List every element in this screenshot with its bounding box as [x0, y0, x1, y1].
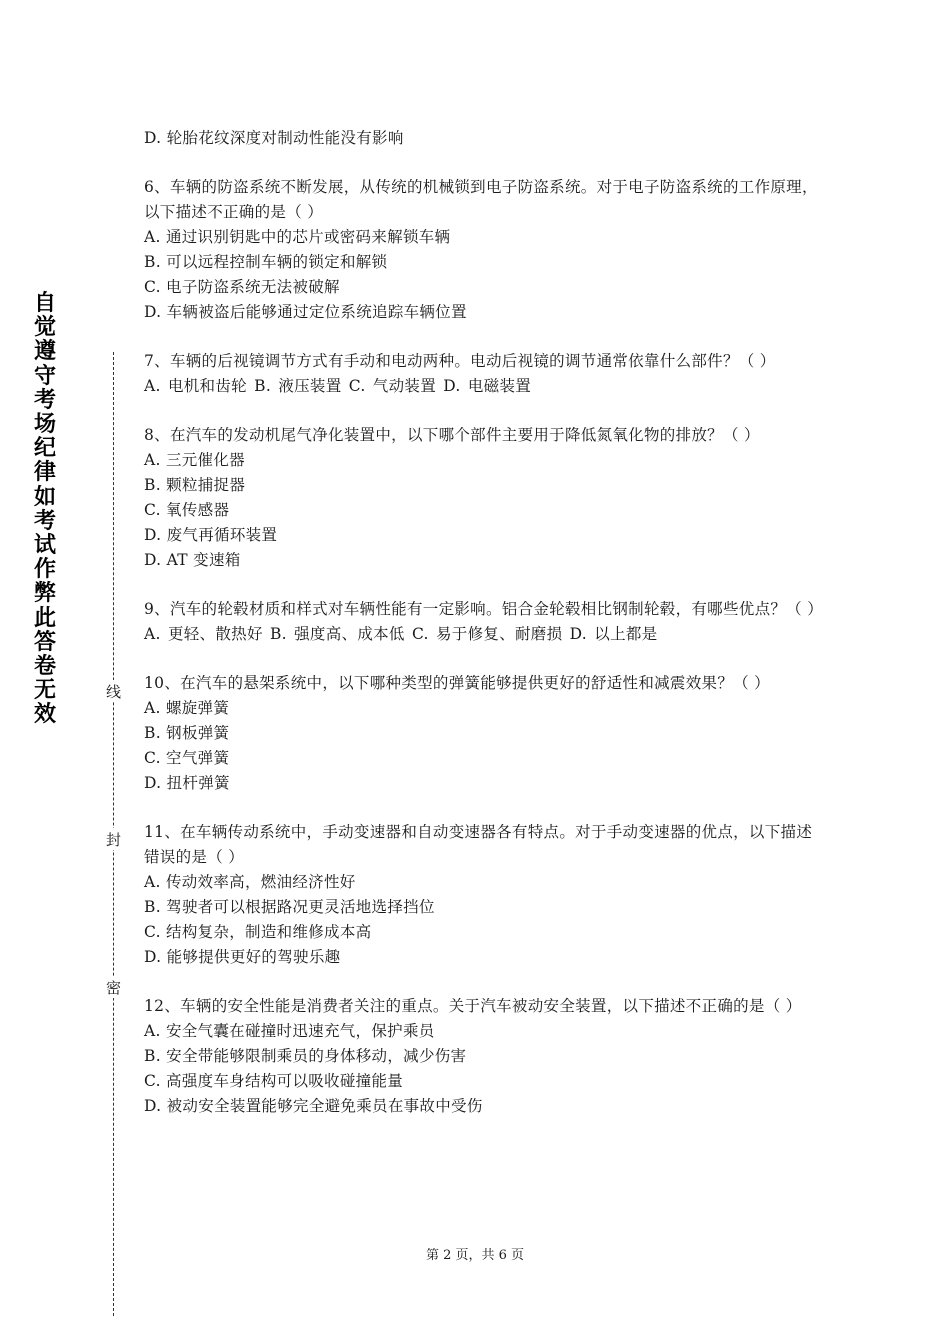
question-11 [144, 820, 820, 970]
question-12 [144, 994, 820, 1119]
question-8 [144, 423, 820, 573]
option: B. 安全带能够限制乘员的身体移动，减少伤害 [144, 1047, 467, 1065]
binding-mark-line: 线 [104, 680, 124, 702]
option: D. 扭杆弹簧 [144, 774, 230, 792]
question-7 [144, 349, 820, 399]
question-stem: 8、在汽车的发动机尾气净化装置中，以下哪个部件主要用于降低氮氧化物的排放？（ ） [144, 426, 760, 444]
question-stem: 11、在车辆传动系统中，手动变速器和自动变速器各有特点。对于手动变速器的优点，以下描述错误的是（ ） [144, 823, 813, 866]
option: A. 传动效率高，燃油经济性好 [144, 873, 356, 891]
option: A. 螺旋弹簧 [144, 699, 230, 717]
question-10 [144, 671, 820, 796]
option: C. 氧传感器 [144, 501, 230, 519]
option: C. 结构复杂，制造和维修成本高 [144, 923, 372, 941]
option: D. AT 变速箱 [144, 551, 241, 569]
question-stem: 6、车辆的防盗系统不断发展，从传统的机械锁到电子防盗系统。对于电子防盗系统的工作原理，以下描述不正确的是（ ） [144, 178, 818, 221]
option: A. 三元催化器 [144, 451, 245, 469]
question-content [144, 126, 823, 1119]
option: C. 高强度车身结构可以吸收碰撞能量 [144, 1072, 404, 1090]
inline-options: A. 更轻、散热好 B. 强度高、成本低 C. 易于修复、耐磨损 D. 以上都是 [144, 625, 658, 643]
option: A. 安全气囊在碰撞时迅速充气，保护乘员 [144, 1022, 435, 1040]
question-6 [144, 175, 820, 325]
inline-options: A. 电机和齿轮 B. 液压装置 C. 气动装置 D. 电磁装置 [144, 377, 532, 395]
option: A. 通过识别钥匙中的芯片或密码来解锁车辆 [144, 228, 451, 246]
exam-discipline-notice: 自觉遵守考场纪律如考试作弊此答卷无效 [33, 291, 56, 728]
option: B. 颗粒捕捉器 [144, 476, 246, 494]
question-stem: 9、汽车的轮毂材质和样式对车辆性能有一定影响。铝合金轮毂相比钢制轮毂，有哪些优点？（ ） [144, 600, 823, 618]
option: D. 车辆被盗后能够通过定位系统追踪车辆位置 [144, 303, 467, 321]
binding-mark-seal: 封 [104, 828, 124, 850]
prev-question-option: D. 轮胎花纹深度对制动性能没有影响 [144, 129, 404, 147]
option: C. 电子防盗系统无法被破解 [144, 278, 340, 296]
question-stem: 12、车辆的安全性能是消费者关注的重点。关于汽车被动安全装置，以下描述不正确的是（ ） [144, 997, 802, 1015]
question-stem: 7、车辆的后视镜调节方式有手动和电动两种。电动后视镜的调节通常依靠什么部件？（ ） [144, 352, 776, 370]
option: C. 空气弹簧 [144, 749, 230, 767]
option: B. 钢板弹簧 [144, 724, 230, 742]
page-number: 第 2 页，共 6 页 [425, 1248, 525, 1263]
option: D. 能够提供更好的驾驶乐趣 [144, 948, 341, 966]
question-9 [144, 597, 823, 647]
option: D. 被动安全装置能够完全避免乘员在事故中受伤 [144, 1097, 483, 1115]
binding-mark-close: 密 [104, 976, 124, 998]
option: B. 可以远程控制车辆的锁定和解锁 [144, 253, 388, 271]
option: B. 驾驶者可以根据路况更灵活地选择挡位 [144, 898, 435, 916]
question-stem: 10、在汽车的悬架系统中，以下哪种类型的弹簧能够提供更好的舒适性和减震效果？（ ） [144, 674, 770, 692]
option: D. 废气再循环装置 [144, 526, 278, 544]
